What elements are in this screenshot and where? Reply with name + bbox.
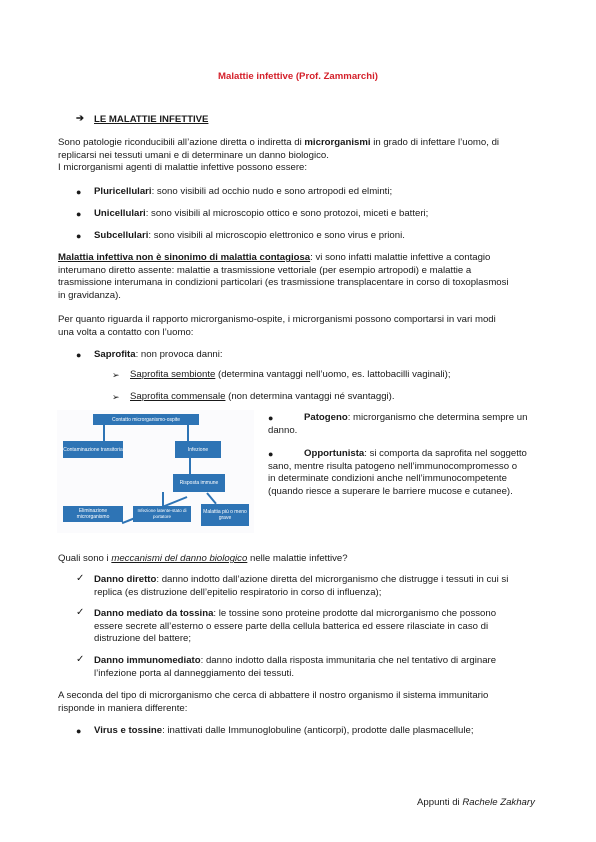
bullet-icon: ● (76, 187, 82, 197)
connector-line (187, 424, 189, 441)
sub-item (130, 369, 550, 382)
section-arrow-icon: ➔ (76, 113, 85, 124)
contagio-text: : vi sono infatti malattie infettive a contagio (310, 252, 491, 263)
connector-line (206, 492, 217, 504)
list-item-bold: Unicellulari (94, 208, 146, 219)
danno-line2: replica (es distruzione dell’epitelio respiratorio in corso di influenza); (94, 586, 382, 598)
intro-line2: replicarsi nei tessuti umani e di determinare un danno biologico. (58, 149, 329, 161)
danno-item (94, 655, 544, 680)
rapporto-paragraph (58, 314, 548, 339)
danno-bold: Danno immunomediato (94, 655, 201, 666)
opportunista-line4: (quando riesce a superare le barriere mucose e cutanee). (268, 485, 513, 497)
saprofita-text: : non provoca danni: (135, 349, 223, 360)
diagram-box-risposta: Risposta immune (173, 474, 225, 492)
intro-line3: I microrganismi agenti di malattie infettive possono essere: (58, 162, 308, 173)
opportunista-line2: sano, mentre risulta patogeno nell’immunocompromesso o (268, 460, 518, 472)
sub-item (130, 391, 550, 404)
danno-item (94, 608, 544, 646)
diagram-box-top: Contatto microrganismo-ospite (93, 414, 199, 425)
bullet-icon: ● (76, 209, 82, 219)
opportunista-line3: in determinate condizioni anche nell’immunocompetente (268, 473, 507, 484)
meccanismi-question (58, 553, 548, 566)
contagio-line4: in gravidanza). (58, 289, 121, 301)
list-item-virus (94, 725, 544, 738)
meccanismi-text-end: nelle malattie infettive? (247, 553, 348, 564)
page-title: Malattie infettive (Prof. Zammarchi) (218, 71, 378, 82)
bullet-icon: ● (76, 231, 82, 241)
list-item (94, 186, 544, 199)
connector-line (162, 492, 164, 506)
list-item-text: : sono visibili ad occhio nudo e sono artropodi ed elminti; (151, 186, 393, 197)
virus-bold: Virus e tossine (94, 725, 163, 736)
danno-line3: distruzione del battere; (94, 633, 192, 644)
meccanismi-italic: meccanismi del danno biologico (111, 553, 248, 564)
opportunista-bold: Opportunista (304, 448, 365, 459)
virus-text: : inattivati dalle Immunoglobuline (anticorpi), prodotte dalle plasmacellule; (162, 725, 474, 736)
section-heading: LE MALATTIE INFETTIVE (94, 114, 209, 125)
seconda-paragraph (58, 690, 548, 715)
seconda-line2: risponde in maniera differente: (58, 702, 188, 714)
checkmark-icon: ✓ (76, 607, 85, 618)
list-item-text: : sono visibili al microscopio ottico e sono protozoi, miceti e batteri; (145, 208, 429, 219)
list-item-bold: Subcellulari (94, 230, 149, 241)
danno-line2: l’infezione porta al danneggiamento dei tessuti. (94, 667, 295, 679)
bullet-icon: ● (76, 350, 82, 360)
diagram-box-contaminazione: Contaminazione transitoria (63, 441, 123, 458)
footer-author: Rachele Zakhary (462, 797, 535, 808)
sub-item-text: (determina vantaggi nell’uomo, es. lattobacilli vaginali); (215, 369, 451, 380)
intro-bold: microrganismi (304, 137, 371, 148)
list-item-bold: Pluricellulari (94, 186, 152, 197)
patogeno-line2: danno. (268, 424, 298, 436)
opportunista-text: : si comporta da saprofita nel soggetto (364, 448, 527, 459)
opportunista-item (268, 448, 548, 498)
saprofita-bold: Saprofita (94, 349, 136, 360)
contagio-underlined: Malattia infettiva non è sinonimo di malattia contagiosa (58, 252, 311, 263)
page-footer (417, 797, 535, 808)
danno-bold: Danno mediato da tossina (94, 608, 214, 619)
bullet-icon: ● (76, 726, 82, 736)
list-item-text: : sono visibili al microscopio elettronico e sono virus e prioni. (148, 230, 405, 241)
sub-arrow-icon: ➢ (112, 392, 120, 402)
diagram-box-latente: Infezione latente-stato di portatore (133, 506, 191, 522)
connector-line (103, 424, 105, 441)
intro-text-end: in grado di infettare l’uomo, di (370, 137, 500, 148)
intro-text: Sono patologie riconducibili all’azione diretta o indiretta di (58, 137, 305, 148)
list-item (94, 208, 544, 221)
checkmark-icon: ✓ (76, 573, 85, 584)
danno-line1: : danno indotto dall’azione diretta del microrganismo che distrugge i tessuti in cui si (156, 574, 509, 585)
list-item-saprofita (94, 349, 544, 362)
bullet-icon: ● (268, 413, 274, 423)
danno-bold: Danno diretto (94, 574, 157, 585)
diagram-box-grave: Malattia più o meno grave (201, 504, 249, 526)
patogeno-item (268, 412, 548, 437)
sub-item-text: (non determina vantaggi né svantaggi). (225, 391, 395, 402)
diagram-box-infezione: Infezione (175, 441, 221, 458)
meccanismi-text: Quali sono i (58, 553, 112, 564)
bullet-icon: ● (268, 449, 274, 459)
patogeno-text: : microrganismo che determina sempre un (347, 412, 528, 423)
danno-line1: : danno indotto dalla risposta immunitaria che nel tentativo di arginare (200, 655, 497, 666)
diagram-box-eliminazione: Eliminazione microrganismo (63, 506, 123, 522)
sub-item-underlined: Saprofita sembionte (130, 369, 216, 380)
contagio-line3: trasmissione interumana in condizioni particolari (es trasmissione transplacentare in corso di toxoplasmosi (58, 277, 509, 288)
sub-item-underlined: Saprofita commensale (130, 391, 226, 402)
patogeno-bold: Patogeno (304, 412, 348, 423)
danno-item (94, 574, 544, 599)
footer-text: Appunti di (417, 797, 463, 808)
flow-diagram (57, 410, 254, 533)
danno-line2: essere secrete all’esterno o essere parte della cellula batterica ed essere rilasciate in caso di (94, 620, 489, 632)
list-item (94, 230, 544, 243)
rapporto-line1: Per quanto riguarda il rapporto microrganismo-ospite, i microrganismi possono comportarsi in vari modi (58, 314, 496, 325)
connector-line (189, 458, 191, 474)
danno-line1: : le tossine sono proteine prodotte dal microrganismo che possono (213, 608, 497, 619)
seconda-line1: A seconda del tipo di microrganismo che cerca di abbattere il nostro organismo il sistema immunitario (58, 690, 489, 701)
sub-arrow-icon: ➢ (112, 370, 120, 380)
rapporto-line2: una volta a contatto con l’uomo: (58, 326, 194, 338)
contagio-paragraph (58, 252, 548, 302)
intro-paragraph (58, 137, 548, 175)
contagio-line2: interumano diretto assente: malattie a trasmissione vettoriale (per esempio artropodi) e malattie a (58, 264, 472, 276)
checkmark-icon: ✓ (76, 654, 85, 665)
